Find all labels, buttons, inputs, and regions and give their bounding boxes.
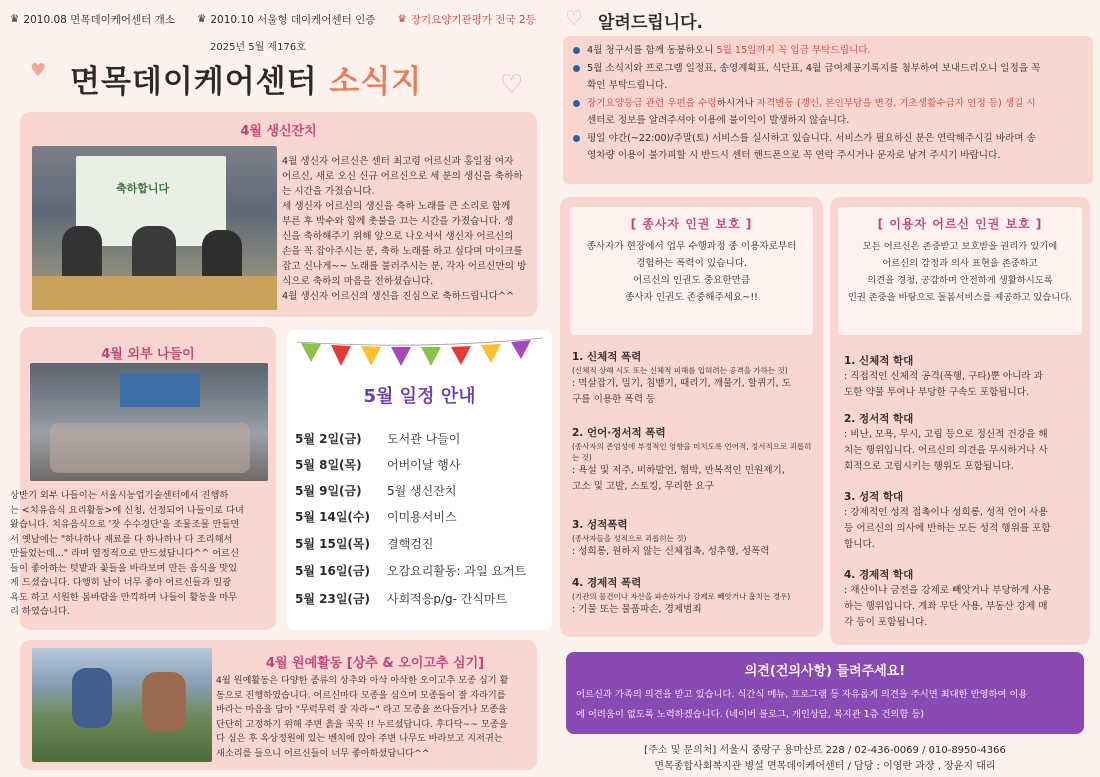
notice-item: 장기요양등급 관련 우편을 수령하시거나 자격변동 (갱신, 본인부담을 변경, 기초생활수급자 인정 등) 생길 시 센터로 정보를 알려주셔야 이용에 불이익이 발생하지 않습니다.	[573, 95, 1083, 129]
elder-section-3: 3. 성적 학대 : 강제적인 성적 접촉이나 성희롱, 성적 언어 사용 등 어르신의 의사에 반하는 모든 성적 행위를 포함 합니다.	[844, 491, 1051, 550]
heart-icon: ♡	[565, 6, 583, 30]
notice-item: 평일 야간(~22:00)/주말(토) 서비스를 실시하고 있습니다. 서비스가 필요하신 분은 연락해주시길 바라며 송 영차량 이용이 불가피할 시 반드시 센터 핸드폰으로 꼭 연락 주시거나 문자로 남겨 주시기 바랍니다.	[573, 130, 1083, 164]
birthday-header: 4월 생신잔치	[240, 124, 317, 139]
top-bar	[10, 8, 555, 30]
opinion-title: 의견(건의사항) 들려주세요!	[744, 664, 906, 679]
heart-icon: ♡	[500, 70, 524, 100]
worker-title: [ 종사자 인권 보호 ]	[630, 217, 753, 231]
worker-rights-card	[560, 197, 823, 637]
schedule-row: 5월 23일(금) 사회적응p/g- 간식마트	[295, 592, 508, 606]
schedule-row: 5월 15일(목) 결핵검진	[295, 537, 434, 551]
outing-header: 4월 외부 나들이	[101, 347, 195, 362]
elder-rights-card	[830, 197, 1090, 645]
elder-intro: 모든 어르신은 존중받고 보호받을 권리가 있기에 어르신의 감정과 의사 표현을 존중하고 의견을 경청, 공감하며 안전하게 생활하시도록 인권 존중을 바탕으로 돌봄서비스를 제공하고 있습니다.	[847, 241, 1073, 303]
history-item-2: ♛ 2010.10 서울형 데이케어센터 인증	[196, 13, 376, 26]
opinion-text: 어르신과 가족의 의견을 받고 있습니다. 식간식 메뉴, 프로그램 등 자유롭게 의견을 주시면 최대한 반영하여 이용 에 어려움이 없도록 노력하겠습니다. (네이버 블로그, 개인상담, 복지관 1층 건의함 등)	[576, 689, 1028, 720]
garden-photo	[32, 648, 212, 762]
issue-number: 2025년 5월 제176호	[210, 42, 306, 53]
schedule-row: 5월 9일(금) 5월 생신잔치	[295, 484, 457, 498]
history-item-1: ♛ 2010.08 면목데이케어센터 개소	[10, 13, 175, 26]
birthday-card	[20, 112, 537, 317]
heart-icon: ♥	[30, 60, 47, 81]
worker-section-3: 3. 성적폭력 (종사자들을 성적으로 괴롭히는 것) : 성희롱, 원하지 않는 신체접촉, 성추행, 성폭력	[572, 519, 770, 557]
crown-icon: ♛	[10, 13, 20, 25]
bunting-flags	[295, 336, 545, 372]
notice-item: 4월 청구서를 함께 동봉하오니 5월 15일까지 꼭 입금 부탁드립니다.	[573, 42, 1083, 59]
garden-text: 4월 원예활동은 다양한 종류의 상추와 아삭 아삭한 오이고추 모종 심기 활 동으로 진행하였습니다. 어르신마다 모종을 심으며 모종들이 잘 자라기를 바라는 마음을 담아 "무럭무럭 잘 자라~" 라고 모종을 쓰다듬거나 모종을 단단히 고정하기 위해 주변 흙을 꾹꾹 !! 누르셨답니다. 후다닥~~ 모종을 다 심은 후 옥상정원에 있는 벤치에 앉아 주변 나무도 바라보고 지저귀는 새소리를 들으니 어르신들이 너무 좋아하셨답니다^^	[216, 675, 509, 759]
worker-intro-box	[570, 207, 813, 335]
schedule-panel	[287, 330, 552, 630]
worker-section-1: 1. 신체적 폭력 (신체적 상해 시도 또는 신체적 피해를 입혀려는 공격을 가하는 것) : 멱살잡기, 밀기, 침뱉기, 때리기, 깨물기, 할퀴기, 도 구를 이용한 폭력 등	[572, 351, 791, 405]
worker-section-2: 2. 언어·정서적 폭력 (종사자의 존엄성에 부정적인 영향을 미치도록 언어적, 정서적으로 괴롭히는 것) : 욕설 및 저주, 비하발언, 협박, 반복적인 민원제기, 고소 및 고발, 스토킹, 무리한 요구	[572, 427, 812, 492]
garden-header: 4월 원예활동 [상추 & 오이고추 심기]	[265, 656, 485, 671]
garden-card	[20, 640, 537, 770]
schedule-row: 5월 14일(수) 이미용서비스	[295, 510, 457, 524]
schedule-row: 5월 16일(금) 오감요리활동: 과일 요거트	[295, 564, 527, 578]
crown-icon: ♛	[196, 13, 207, 25]
elder-section-2: 2. 정서적 학대 : 비난, 모욕, 무시, 고립 등으로 정신적 건강을 해 치는 행위입니다. 어르신의 의견을 무시하거나 사 회적으로 고립시키는 행위도 포함됩니다.	[844, 413, 1048, 472]
birthday-text: 4월 생신자 어르신은 센터 최고령 어르신과 홍일점 여자 어르신, 새로 오신 신규 어르신으로 세 분의 생신을 축하하 는 시간을 가졌습니다. 세 생신자 어르신의 생신을 축하 노래를 큰 소리로 함께 부른 후 박수와 함께 촛불을 끄는 시간을 가졌습니다. 생 신을 축하해주기 위해 앞으로 나오셔서 생신자 어르신의 손을 꼭 잡아주시는 분, 축하 노래를 하고 싶다며 마이크를 잡고 신나게~~ 노래를 불러주시는 분, 각자 어르신만의 방 식으로 축하의 마음을 전하셨습니다. 4월 생신자 어르신의 생신을 진심으로 축하드립니다^^	[282, 156, 527, 302]
birthday-photo: 축하합니다	[32, 146, 277, 310]
outing-photo	[30, 363, 268, 481]
schedule-title: 5월 일정 안내	[363, 386, 476, 407]
schedule-row: 5월 8일(목) 어버이날 행사	[295, 458, 461, 472]
schedule-row: 5월 2일(금) 도서관 나들이	[295, 432, 461, 446]
newsletter-title: 면목데이케어센터 소식지	[70, 64, 423, 100]
notice-title: 알려드립니다.	[598, 13, 703, 33]
elder-section-4: 4. 경제적 학대 : 재산이나 금전을 강제로 빼앗거나 부당하게 사용 하는 행위입니다. 계좌 무단 사용, 부동산 강제 매 각 등이 포함됩니다.	[844, 569, 1051, 628]
notice-item: 5월 소식지와 프로그램 일정표, 송영계획표, 식단표, 4월 급여제공기록지를 첨부하여 보내드리오니 일정을 꼭 확인 부탁드립니다.	[573, 60, 1083, 94]
elder-title: [ 이용자 어르신 인권 보호 ]	[877, 217, 1043, 231]
elder-intro-box	[838, 207, 1082, 335]
crown-icon: ♛	[397, 13, 407, 25]
notice-list	[563, 36, 1093, 184]
worker-intro: 종사자가 현장에서 업무 수행과정 중 이용자로부터 경험하는 폭력이 있습니다. 어르신의 인권도 중요한만큼 종사자 인권도 존중해주세요~!!	[586, 241, 797, 303]
history-item-3: ♛ 장기요양기관평가 전국 2등	[397, 13, 536, 26]
footer: [주소 및 문의처] 서울시 중랑구 용마산로 228 / 02-436-0069 / 010-8950-4366 면목종합사회복지관 병설 면목데이케어센터 / 담당 : 이영란 과장 , 장윤지 대리	[644, 745, 1006, 772]
outing-card	[10, 327, 276, 630]
worker-section-4: 4. 경제적 폭력 (기관의 물건이나 자산을 파손하거나 강제로 빼앗거나 훔치는 경우) : 기물 또는 물품파손, 경제범죄	[572, 577, 791, 615]
opinion-box	[566, 652, 1084, 734]
outing-text: 상반기 외부 나들이는 서울시농업기술센터에서 진행하 는 <치유음식 요리활동>에 신청, 선정되어 나들이로 다녀 왔습니다. 치유음식으로 '잣 수수경단'을 조물조물 만들면 서 옛날에는 "하나하나 재료를 다 하나하나 다 조리해서 만들었는데..." 라며 열정적으로 만드셨답니다^^ 어르신 들이 좋아하는 텃밭과 꽃들을 바라보며 만든 음식을 맛있 게 드셨습니다. 다행히 날이 너무 좋아 어르신들과 일광 욕도 하고 시원한 봄바람을 만끽하며 나들이 활동을 마무 리 하였습니다.	[10, 490, 244, 617]
elder-section-1: 1. 신체적 학대 : 직접적인 신체적 공격(폭행, 구타)뿐 아니라 과 도한 약물 투여나 부당한 구속도 포함됩니다.	[844, 355, 1043, 398]
